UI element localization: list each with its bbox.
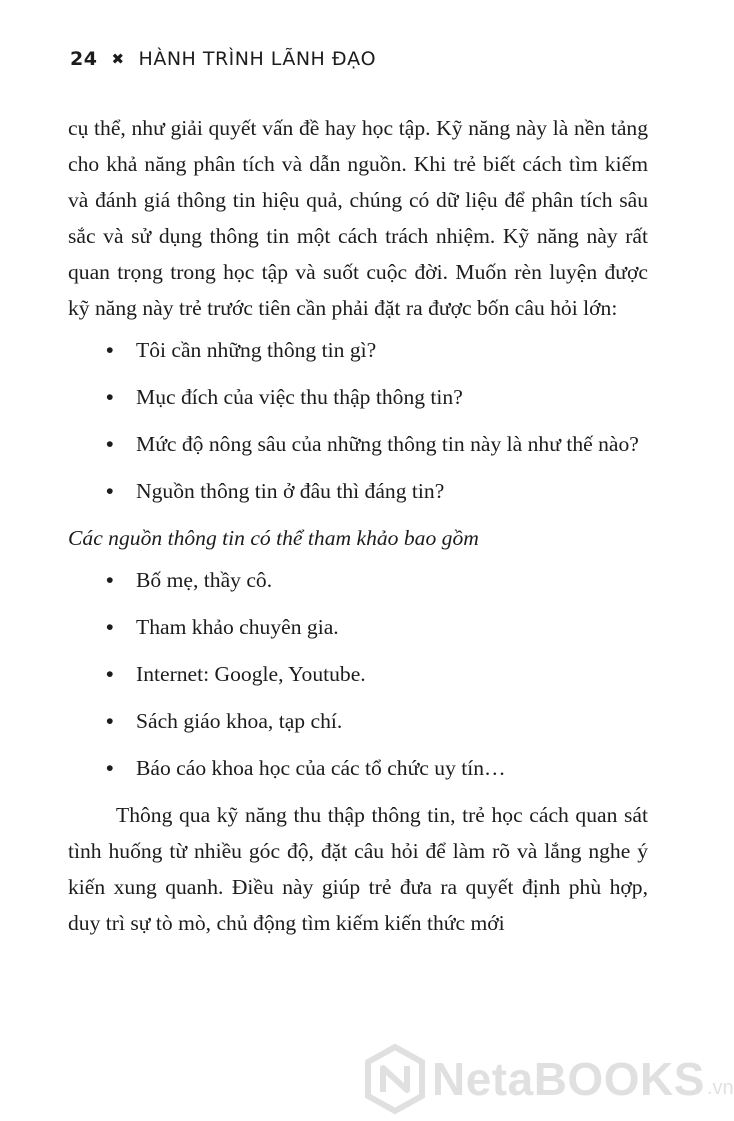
bullet-icon: • (106, 432, 114, 456)
list-item: • Báo cáo khoa học của các tổ chức uy tín… (68, 750, 648, 786)
watermark-tld: .vn (706, 1077, 734, 1099)
bullet-icon: • (106, 615, 114, 639)
list-item: • Nguồn thông tin ở đâu thì đáng tin? (68, 473, 648, 509)
sources-heading: Các nguồn thông tin có thể tham khảo bao gồm (68, 526, 479, 550)
page-number: 24 (70, 48, 98, 70)
bullet-icon: • (106, 568, 114, 592)
sources-list (68, 562, 648, 786)
bullet-icon: • (106, 385, 114, 409)
list-item: • Tham khảo chuyên gia. (68, 609, 648, 645)
bullet-icon: • (106, 662, 114, 686)
watermark (364, 1042, 734, 1116)
closing-paragraph: Thông qua kỹ năng thu thập thông tin, trẻ học cách quan sát tình huống từ nhiều góc độ, đặt câu hỏi để làm rõ và lắng nghe ý kiến xung quanh. Điều này giúp trẻ đưa ra quyết định phù hợp, duy trì sự tò mò, chủ động tìm kiếm kiến thức mới (68, 803, 648, 935)
list-item: • Tôi cần những thông tin gì? (68, 332, 648, 368)
bullet-icon: • (106, 756, 114, 780)
bullet-icon: • (106, 338, 114, 362)
running-header (70, 48, 376, 70)
bullet-icon: • (106, 479, 114, 503)
list-item: • Mức độ nông sâu của những thông tin này là như thế nào? (68, 426, 648, 462)
watermark-brand: NetaBOOKS (432, 1053, 705, 1105)
list-item: • Internet: Google, Youtube. (68, 656, 648, 692)
list-item: • Bố mẹ, thầy cô. (68, 562, 648, 598)
intro-paragraph: cụ thể, như giải quyết vấn đề hay học tập. Kỹ năng này là nền tảng cho khả năng phân tích và dẫn nguồn. Khi trẻ biết cách tìm kiếm và đánh giá thông tin hiệu quả, chúng có dữ liệu để phân tích sâu sắc và sử dụng thông tin một cách trách nhiệm. Kỹ năng này rất quan trọng trong học tập và suốt cuộc đời. Muốn rèn luyện được kỹ năng này trẻ trước tiên cần phải đặt ra được bốn câu hỏi lớn: (68, 116, 648, 320)
book-title: HÀNH TRÌNH LÃNH ĐẠO (138, 48, 377, 70)
bullet-icon: • (106, 709, 114, 733)
netabooks-logo-icon (364, 1044, 426, 1114)
question-list (68, 332, 648, 509)
list-item: • Sách giáo khoa, tạp chí. (68, 703, 648, 739)
page-body (68, 110, 648, 941)
star-icon: ✖ (111, 50, 125, 68)
list-item: • Mục đích của việc thu thập thông tin? (68, 379, 648, 415)
